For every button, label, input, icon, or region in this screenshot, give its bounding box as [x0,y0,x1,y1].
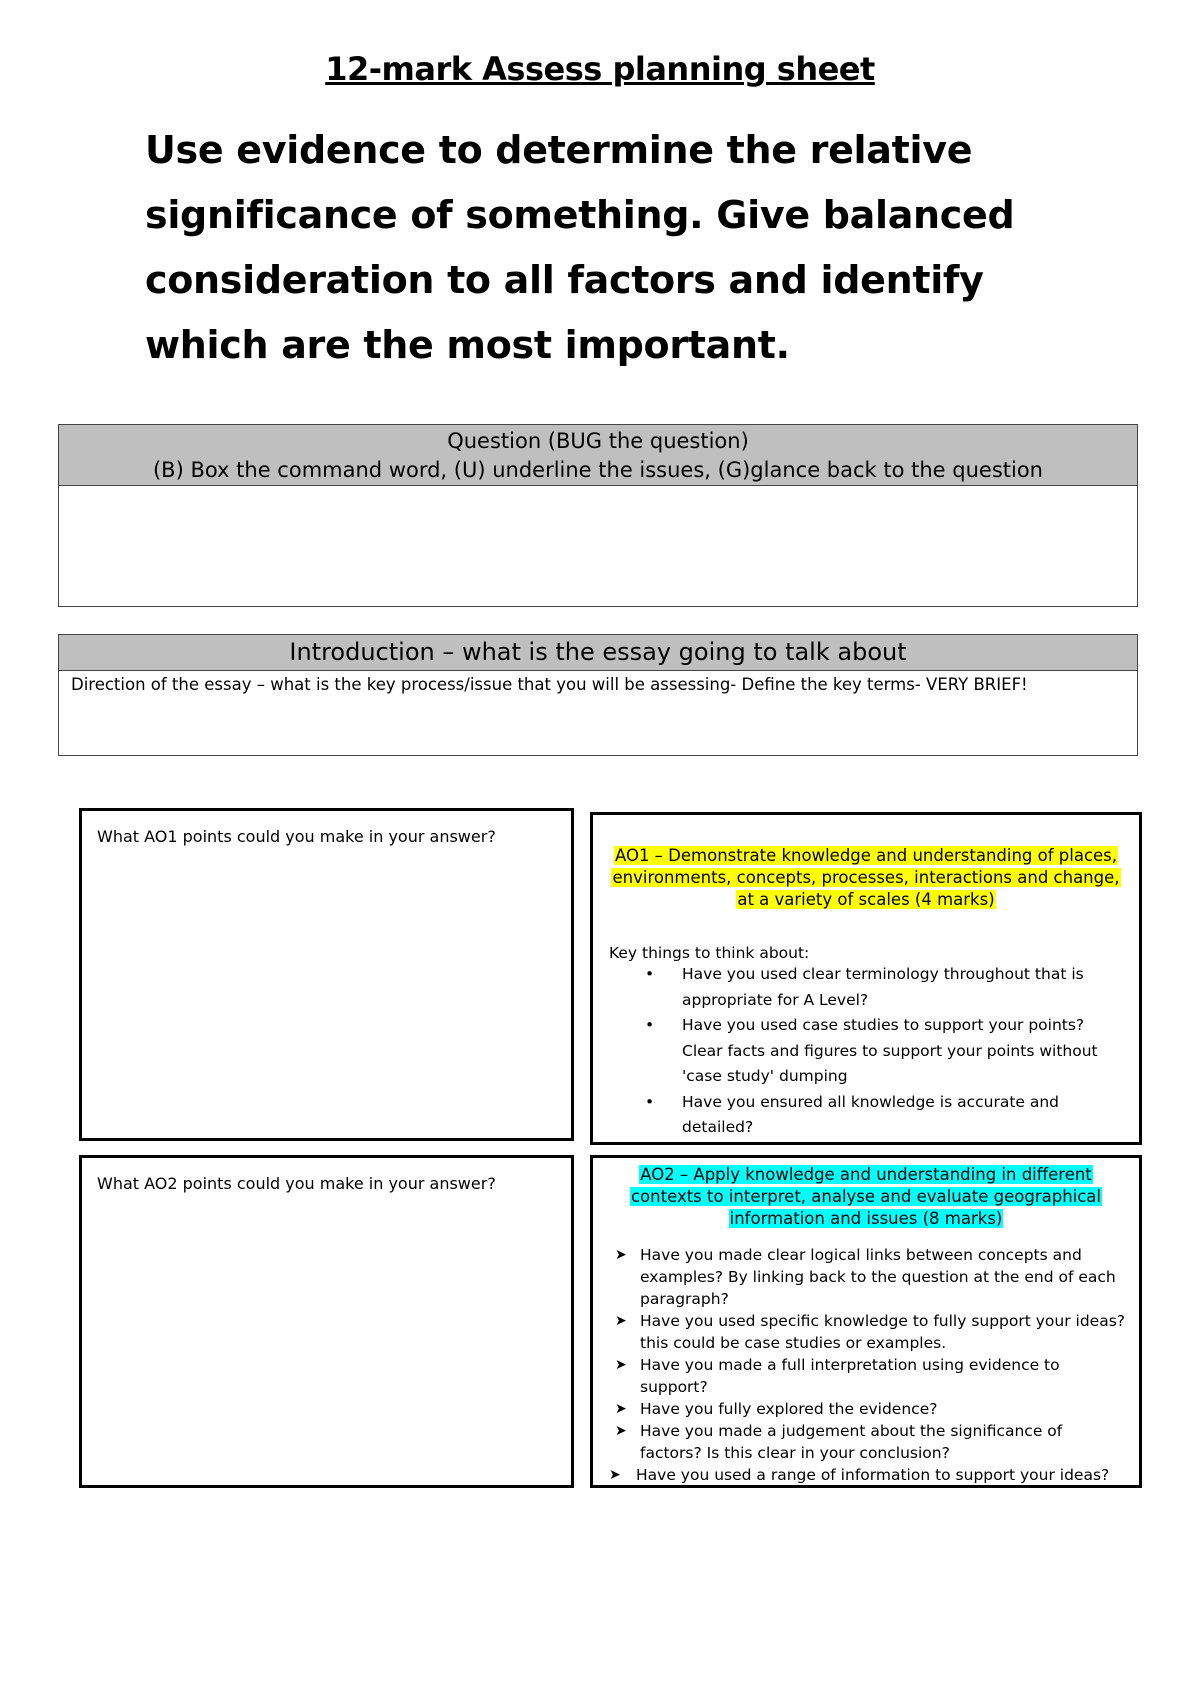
bullet-icon: • [645,1092,655,1111]
ao2-bullet-text: Have you used specific knowledge to fully support your ideas? this could be case studies or examples. [640,1312,1126,1352]
bullet-icon: • [645,965,655,983]
list-item [593,1354,1139,1398]
question-box-heading [59,425,1137,486]
ao1-heading [609,845,1123,911]
ao1-bullet-text: Have you used clear terminology throughout that is appropriate for A Level? [682,965,1084,1009]
ao2-points-prompt: What AO2 points could you make in your answer? [97,1174,496,1193]
ao2-heading-text: AO2 – Apply knowledge and understanding in different contexts to interpret, analyse and evaluate geographical information and issues (8 marks) [630,1165,1102,1228]
list-item [593,962,1139,1013]
ao2-checklist [593,1244,1139,1486]
ao2-points-box[interactable] [79,1155,574,1488]
ao2-bullet-text: Have you fully explored the evidence? [640,1400,938,1418]
arrow-bullet-icon: ➤ [615,1247,627,1263]
list-item [593,1398,1139,1420]
arrow-bullet-icon: ➤ [615,1313,627,1329]
ao1-checklist [593,962,1139,1141]
bullet-icon: • [645,1016,655,1034]
ao2-bullet-text: Have you made a full interpretation using evidence to support? [640,1356,1060,1396]
command-word-definition: Use evidence to determine the relative significance of something. Give balanced consideration to all factors and identify which are the most important. [145,128,1015,367]
list-item [593,1013,1139,1090]
ao1-bullet-text: Have you used case studies to support your points? Clear facts and figures to support your points without 'case study' dumping [682,1016,1098,1085]
ao2-bullet-text: Have you used a range of information to support your ideas? [636,1466,1110,1484]
page-title: 12-mark Assess planning sheet [325,50,875,88]
ao2-bullet-text: Have you made clear logical links between concepts and examples? By linking back to the question at the end of each paragraph? [640,1246,1116,1308]
ao1-points-prompt: What AO1 points could you make in your answer? [97,827,496,846]
ao1-points-box[interactable] [79,808,574,1141]
introduction-guidance[interactable]: Direction of the essay – what is the key process/issue that you will be assessing- Define the key terms- VERY BRIEF! [71,675,1028,694]
ao1-info-box [590,812,1142,1145]
question-heading-line2: (B) Box the command word, (U) underline the issues, (G)glance back to the question [152,458,1043,482]
question-heading-line1: Question (BUG the question) [447,429,749,453]
list-item [593,1310,1139,1354]
ao2-heading [605,1164,1127,1230]
ao1-heading-text: AO1 – Demonstrate knowledge and understanding of places, environments, concepts, processes, interactions and change, at a variety of scales (4 marks) [612,846,1120,909]
ao2-info-box [590,1155,1142,1488]
ao1-key-label: Key things to think about: [609,944,810,962]
ao1-bullet-text: Have you ensured all knowledge is accurate and detailed? [682,1092,1060,1136]
arrow-bullet-icon: ➤ [615,1401,627,1417]
list-item [593,1090,1139,1141]
arrow-bullet-icon: ➤ [615,1357,627,1373]
introduction-heading: Introduction – what is the essay going to talk about [59,635,1137,671]
introduction-box [58,634,1138,756]
question-box [58,424,1138,607]
arrow-bullet-icon: ➤ [609,1467,621,1483]
arrow-bullet-icon: ➤ [615,1423,627,1439]
list-item [593,1464,1139,1486]
list-item [593,1244,1139,1310]
question-input-area[interactable] [59,486,1137,604]
list-item [593,1420,1139,1464]
ao2-bullet-text: Have you made a judgement about the significance of factors? Is this clear in your conclusion? [640,1422,1063,1462]
